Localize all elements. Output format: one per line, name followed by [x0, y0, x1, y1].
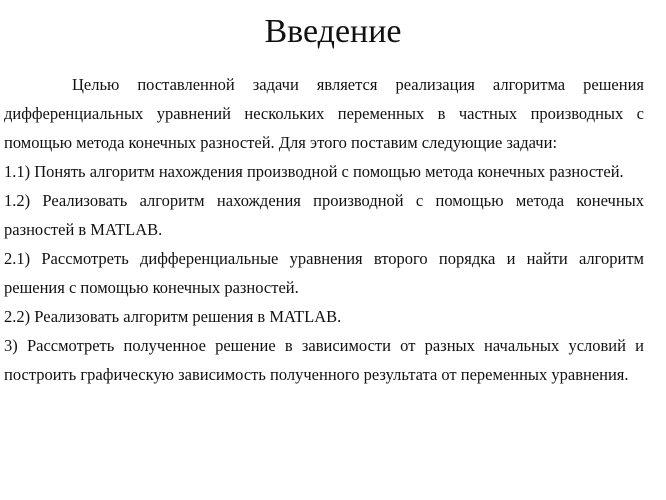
- task-item-1-1: 1.1) Понять алгоритм нахождения производной с помощью метода конечных разностей.: [4, 162, 624, 181]
- task-item-2-2: 2.2) Реализовать алгоритм решения в MATLAB.: [4, 307, 342, 326]
- intro-paragraph: Целью поставленной задачи является реализация алгоритма решения дифференциальных уравнений нескольких переменных в частных производных с помощью метода конечных разностей. Для этого поставим следующие задачи:: [4, 75, 644, 152]
- task-item-1-2: 1.2) Реализовать алгоритм нахождения производной с помощью метода конечных разностей в MATLAB.: [4, 191, 644, 239]
- document-body: [4, 70, 644, 389]
- task-item-2-1: 2.1) Рассмотреть дифференциальные уравнения второго порядка и найти алгоритм решения с помощью конечных разностей.: [4, 249, 644, 297]
- task-item-3: 3) Рассмотреть полученное решение в зависимости от разных начальных условий и построить графическую зависимость полученного результата от переменных уравнения.: [4, 336, 644, 384]
- document-title: Введение: [264, 13, 402, 50]
